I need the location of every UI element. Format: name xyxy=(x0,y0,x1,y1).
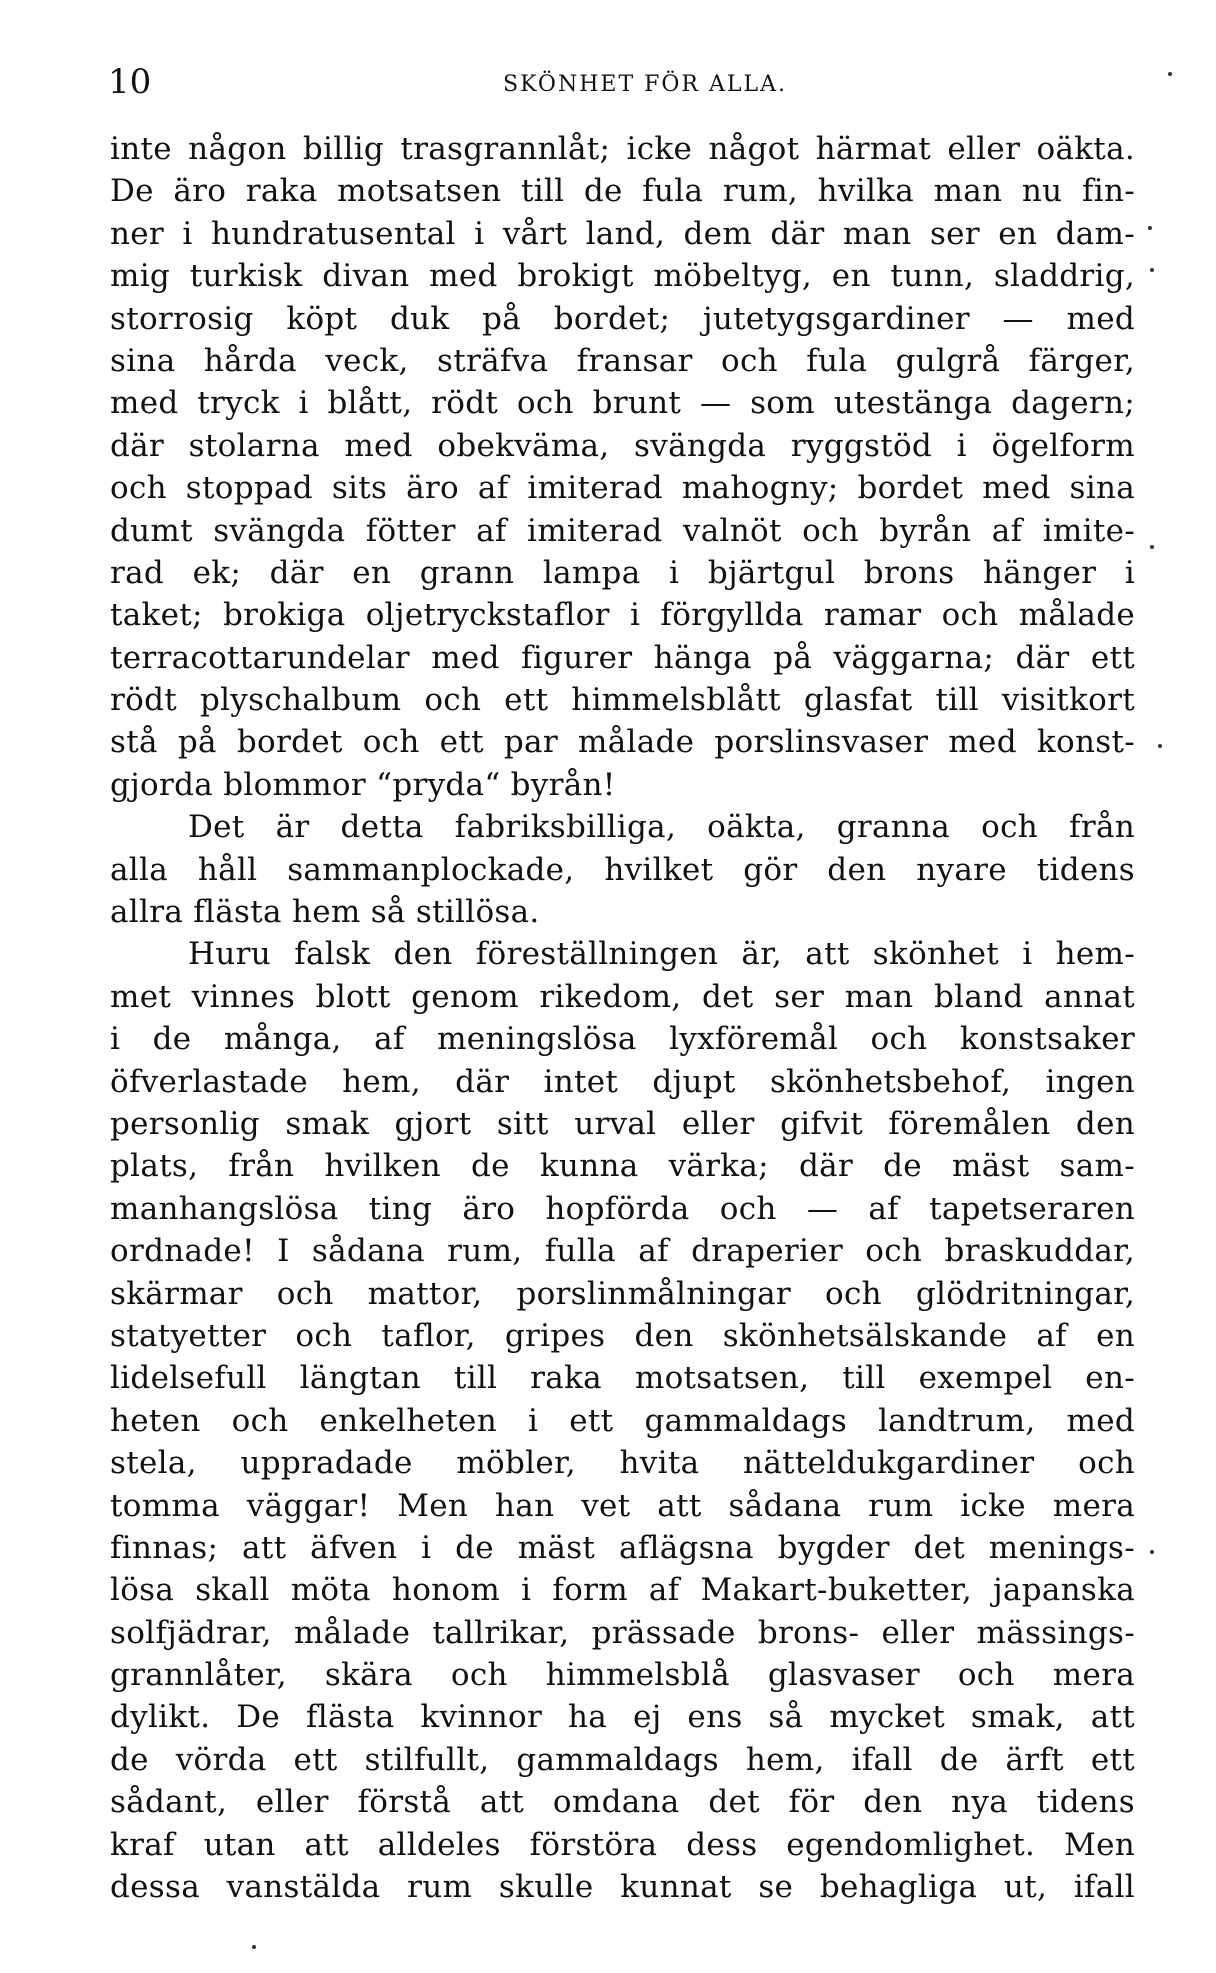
text-line: Det är detta fabriksbilliga, oäkta, granna och från xyxy=(188,809,1135,846)
text-line: gjorda blommor “pryda“ byrån! xyxy=(110,766,616,803)
text-line: ordnade! I sådana rum, fulla af draperier och braskuddar, xyxy=(110,1233,1135,1270)
text-line: där stolarna med obekväma, svängda ryggstöd i ögelform xyxy=(110,427,1135,464)
text-line: Huru falsk den föreställningen är, att skönhet i hem- xyxy=(188,936,1135,973)
print-speck xyxy=(1158,744,1162,748)
text-line: de vörda ett stilfullt, gammaldags hem, ifall de ärft ett xyxy=(110,1741,1135,1778)
print-speck xyxy=(1168,72,1172,76)
text-line: storrosig köpt duk på bordet; jutetygsgardiner — med xyxy=(110,300,1135,337)
text-line: tomma väggar! Men han vet att sådana rum icke mera xyxy=(110,1487,1135,1524)
text-line: dessa vanstälda rum skulle kunnat se behagliga ut, ifall xyxy=(110,1869,1135,1906)
text-line: dumt svängda fötter af imiterad valnöt och byrån af imite- xyxy=(110,512,1135,549)
text-line: terracottarundelar med figurer hänga på väggarna; där ett xyxy=(110,639,1135,676)
page-header xyxy=(108,62,1148,112)
print-speck xyxy=(1150,1550,1154,1554)
text-line: grannlåter, skära och himmelsblå glasvaser och mera xyxy=(110,1657,1135,1694)
text-line: manhangslösa ting äro hopförda och — af tapetseraren xyxy=(110,1190,1135,1227)
text-line: och stoppad sits äro af imiterad mahogny; bordet med sina xyxy=(110,470,1135,507)
text-line: dylikt. De flästa kvinnor ha ej ens så mycket smak, att xyxy=(110,1699,1135,1736)
text-line: kraf utan att alldeles förstöra dess egendomlighet. Men xyxy=(110,1826,1135,1863)
text-line: skärmar och mattor, porslinmålningar och glödritningar, xyxy=(110,1275,1135,1312)
print-speck xyxy=(1150,268,1154,272)
text-line: lösa skall möta honom i form af Makart-buketter, japanska xyxy=(110,1572,1135,1609)
text-line: solfjädrar, målade tallrikar, prässade brons- eller mässings- xyxy=(110,1614,1135,1651)
text-line: stela, uppradade möbler, hvita nätteldukgardiner och xyxy=(110,1445,1135,1482)
text-line: finnas; att äfven i de mäst aflägsna bygder det menings- xyxy=(110,1529,1135,1566)
text-line: öfverlastade hem, där intet djupt skönhetsbehof, ingen xyxy=(110,1063,1135,1100)
text-line: personlig smak gjort sitt urval eller gifvit föremålen den xyxy=(110,1105,1135,1142)
text-line: statyetter och taflor, gripes den skönhetsälskande af en xyxy=(110,1317,1135,1354)
text-line: alla håll sammanplockade, hvilket gör den nyare tidens xyxy=(110,851,1135,888)
print-speck xyxy=(1148,226,1152,230)
text-line: De äro raka motsatsen till de fula rum, hvilka man nu fin- xyxy=(110,173,1135,210)
text-line: allra flästa hem så stillösa. xyxy=(110,894,540,931)
text-line: met vinnes blott genom rikedom, det ser man bland annat xyxy=(110,978,1135,1015)
text-line: i de många, af meningslösa lyxföremål och konstsaker xyxy=(110,1021,1135,1058)
text-line: plats, från hvilken de kunna värka; där de mäst sam- xyxy=(110,1148,1135,1185)
page-number: 10 xyxy=(108,62,152,102)
text-line: lidelsefull längtan till raka motsatsen, till exempel en- xyxy=(110,1360,1135,1397)
text-line: mig turkisk divan med brokigt möbeltyg, en tunn, sladdrig, xyxy=(110,258,1135,295)
text-line: rad ek; där en grann lampa i bjärtgul brons hänger i xyxy=(110,554,1135,591)
text-line: rödt plyschalbum och ett himmelsblått glasfat till visitkort xyxy=(110,682,1135,719)
print-speck xyxy=(1150,545,1154,549)
text-line: sådant, eller förstå att omdana det för den nya tidens xyxy=(110,1784,1135,1821)
print-speck xyxy=(252,1945,256,1949)
body-text xyxy=(110,128,1135,1908)
text-line: sina hårda veck, sträfva fransar och fula gulgrå färger, xyxy=(110,342,1135,379)
text-line: ner i hundratusental i vårt land, dem där man ser en dam- xyxy=(110,215,1135,252)
text-line: taket; brokiga oljetryckstaflor i förgyllda ramar och målade xyxy=(110,597,1135,634)
text-line: heten och enkelheten i ett gammaldags landtrum, med xyxy=(110,1402,1135,1439)
text-line: stå på bordet och ett par målade porslinsvaser med konst- xyxy=(110,724,1135,761)
text-line: med tryck i blått, rödt och brunt — som utestänga dagern; xyxy=(110,385,1135,422)
running-head: SKÖNHET FÖR ALLA. xyxy=(503,72,787,97)
text-line: inte någon billig trasgrannlåt; icke något härmat eller oäkta. xyxy=(110,131,1135,167)
